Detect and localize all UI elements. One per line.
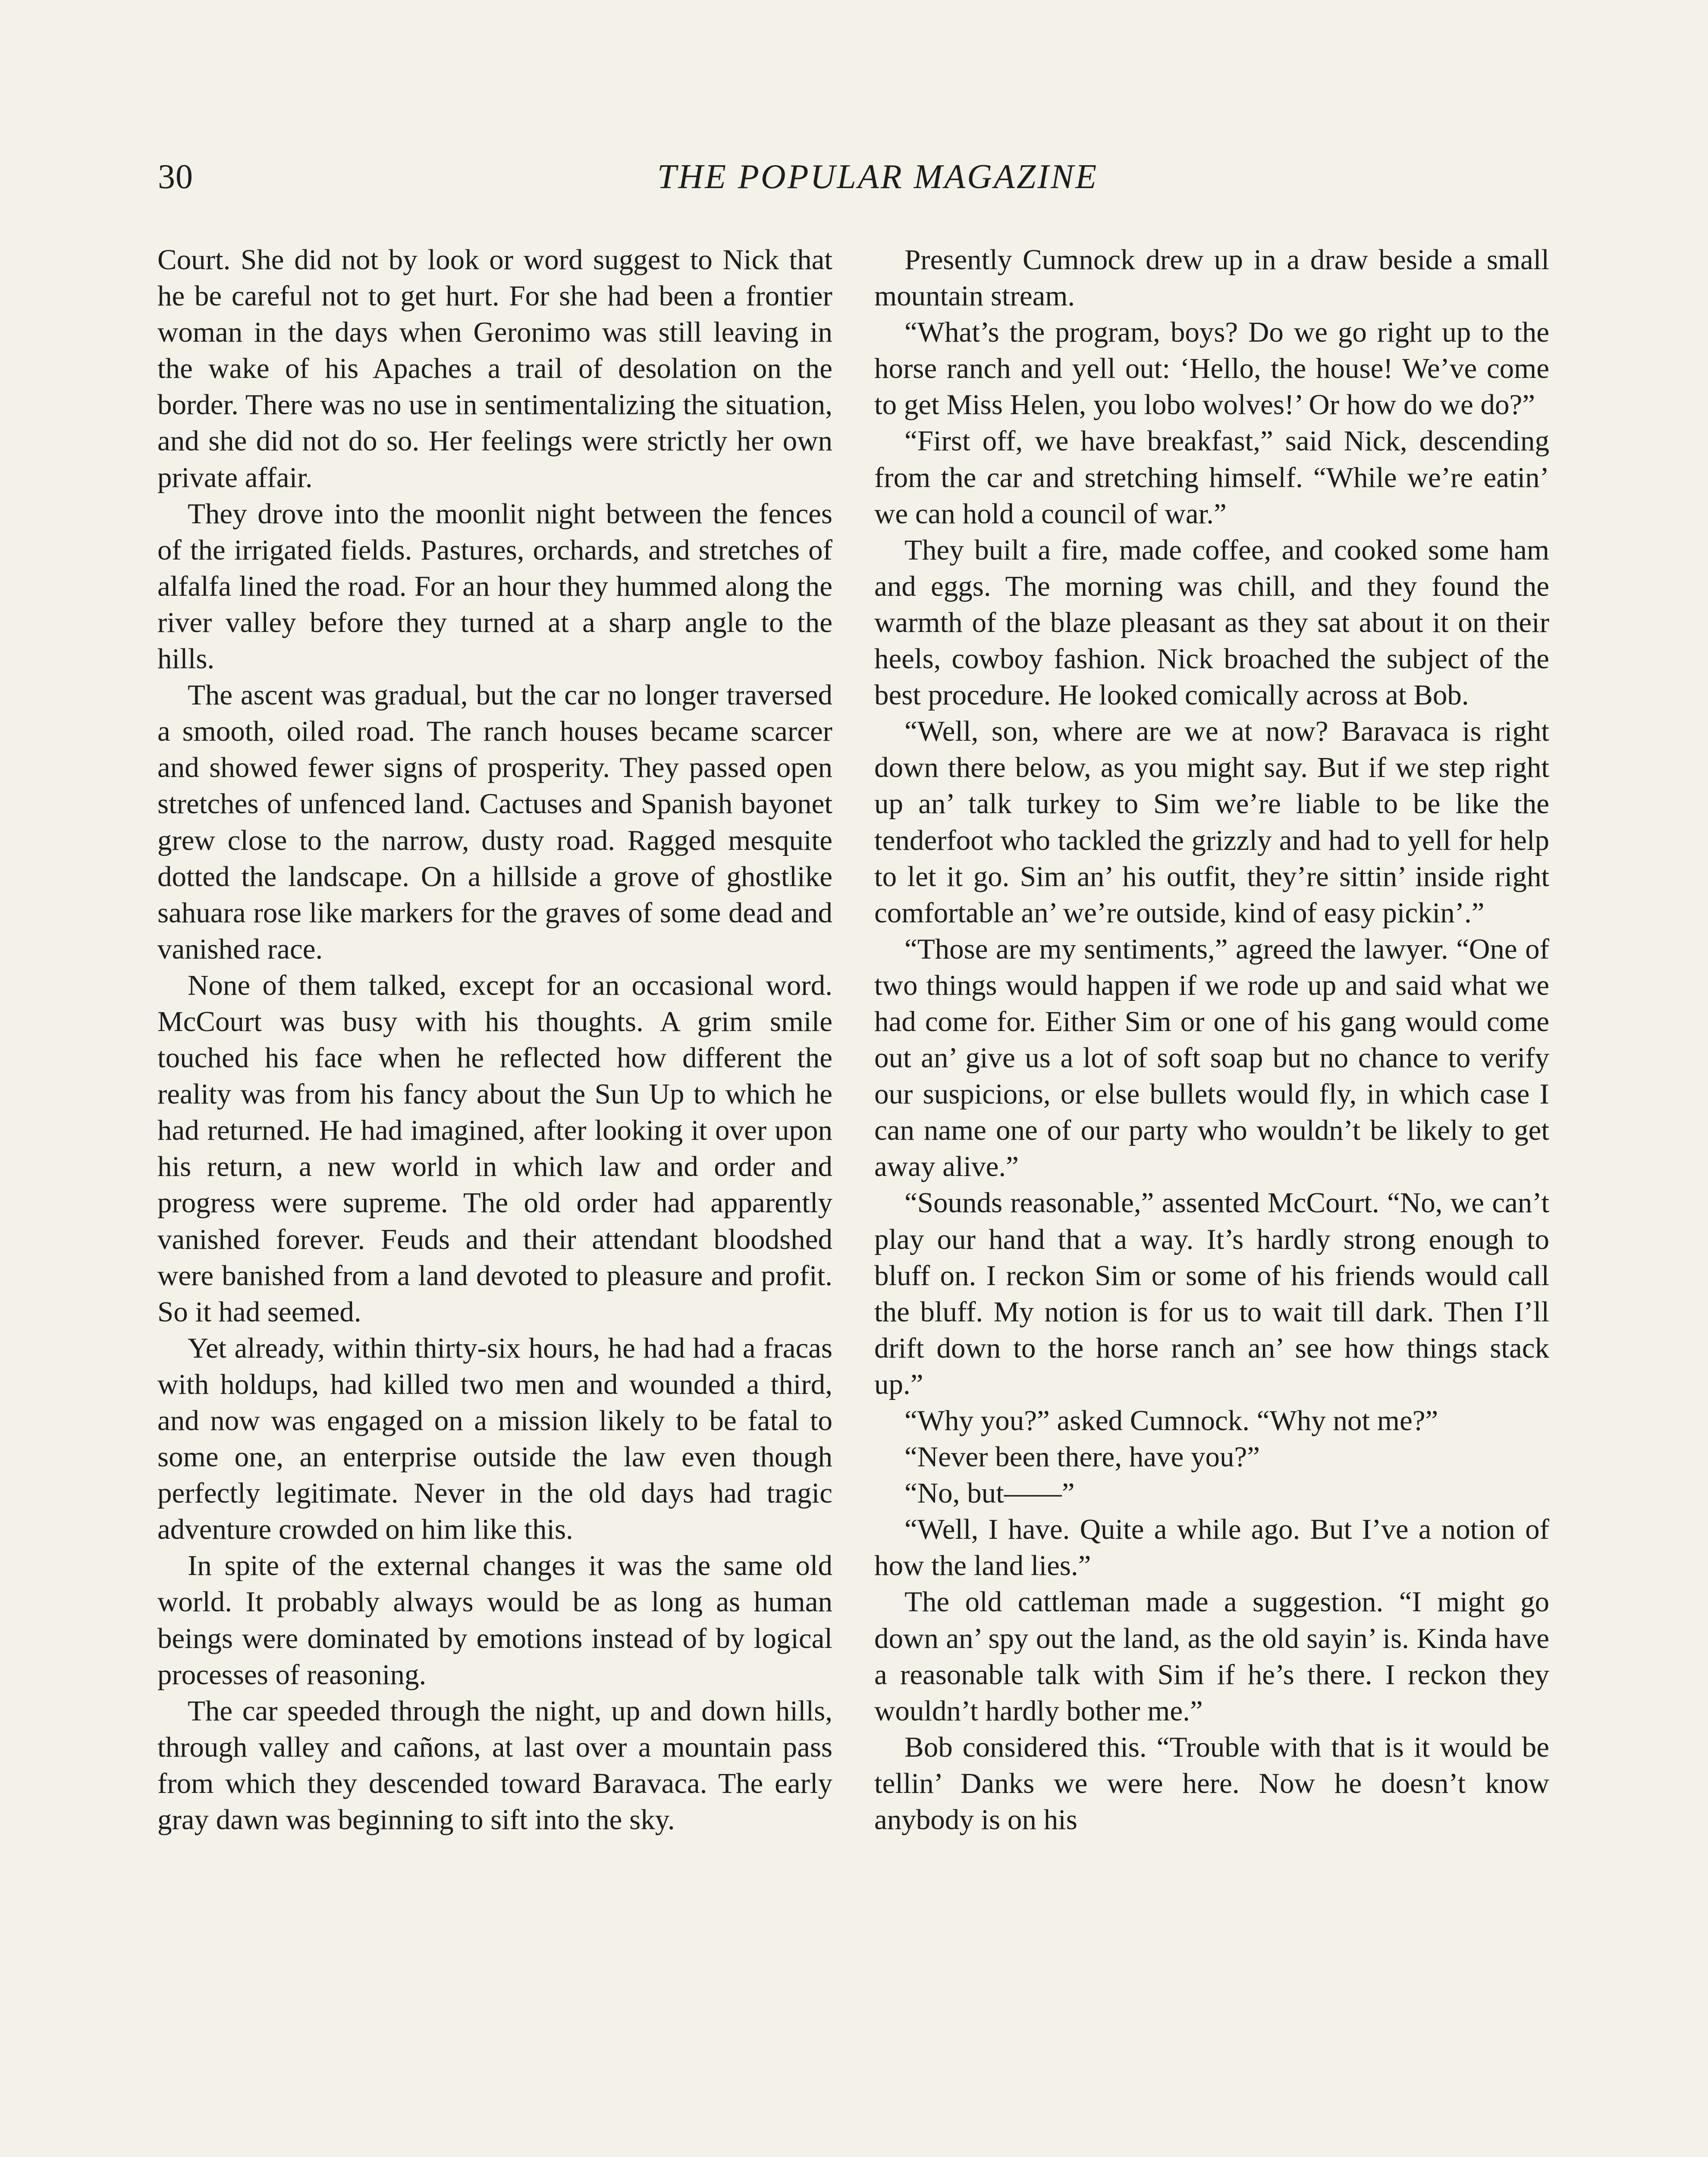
paragraph: Yet already, within thirty-six hours, he had had a fracas with holdups, had killed two men and wounded a third, and now was engaged on a mission likely to be fatal to some one, an enterprise outside the law even though perfectly legitimate. Never in the old days had tragic adventure crowded on him like this. [157, 1332, 832, 1546]
paragraph: “No, but——” [904, 1477, 1075, 1509]
paragraph: Bob considered this. “Trouble with that is it would be tellin’ Danks we were here. Now he doesn’t know anybody is on his [874, 1731, 1549, 1836]
paragraph: In spite of the external changes it was the same old world. It probably always would be as long as human beings were dominated by emotions instead of by logical processes of reasoning. [157, 1550, 832, 1691]
paragraph: “Sounds reasonable,” assented McCourt. “No, we can’t play our hand that a way. It’s hardly strong enough to bluff on. I reckon Sim or some of his friends would call the bluff. My notion is for us to wait till dark. Then I’ll drift down to the horse ranch an’ see how things stack up.” [874, 1187, 1549, 1400]
page-number: 30 [158, 158, 193, 196]
paragraph: Presently Cumnock drew up in a draw beside a small mountain stream. [874, 244, 1549, 312]
paragraph: “Never been there, have you?” [904, 1441, 1260, 1473]
paragraph: The ascent was gradual, but the car no longer traversed a smooth, oiled road. The ranch houses became scarcer and showed fewer signs of prosperity. They passed open stretches of unfenced land. Cactuses and Spanish bayonet grew close to the narrow, dusty road. Ragged mesquite dotted the landscape. On a hillside a grove of ghostlike sahuara rose like markers for the graves of some dead and vanished race. [157, 679, 832, 965]
running-title: THE POPULAR MAGAZINE [657, 158, 1099, 196]
paragraph: “Well, I have. Quite a while ago. But I’ve a notion of how the land lies.” [874, 1513, 1549, 1582]
paragraph: “Those are my sentiments,” agreed the lawyer. “One of two things would happen if we rode up and said what we had come for. Either Sim or one of his gang would come out an’ give us a lot of soft soap but no chance to verify our suspicions, or else bullets would fly, in which case I can name one of our party who wouldn’t be likely to get away alive.” [874, 933, 1549, 1183]
paragraph: “Why you?” asked Cumnock. “Why not me?” [904, 1405, 1438, 1437]
paragraph: The car speeded through the night, up and down hills, through valley and cañons, at last over a mountain pass from which they descended toward Baravaca. The early gray dawn was beginning to sift into the sky. [157, 1695, 832, 1836]
paragraph: The old cattleman made a suggestion. “I might go down an’ spy out the land, as the old sayin’ is. Kinda have a reasonable talk with Sim if he’s there. I reckon they wouldn’t hardly bother me.” [874, 1586, 1549, 1727]
paragraph: Court. She did not by look or word suggest to Nick that he be careful not to get hurt. For she had been a frontier woman in the days when Geronimo was still leaving in the wake of his Apaches a trail of desolation on the border. There was no use in sentimentalizing the situation, and she did not do so. Her feelings were strictly her own private affair. [157, 244, 832, 494]
paragraph: “Well, son, where are we at now? Baravaca is right down there below, as you might say. But if we step right up an’ talk turkey to Sim we’re liable to be like the tenderfoot who tackled the grizzly and had to yell for help to let it go. Sim an’ his outfit, they’re sittin’ inside right comfortable an’ we’re outside, kind of easy pickin’.” [874, 715, 1549, 929]
paragraph: None of them talked, except for an occasional word. McCourt was busy with his thoughts. A grim smile touched his face when he reflected how different the reality was from his fancy about the Sun Up to which he had returned. He had imagined, after looking it over upon his return, a new world in which law and order and progress were supreme. The old order had apparently vanished forever. Feuds and their attendant bloodshed were banished from a land devoted to pleasure and profit. So it had seemed. [157, 969, 832, 1328]
right-column [874, 242, 1549, 1838]
left-column [157, 242, 832, 1838]
paragraph: “First off, we have breakfast,” said Nick, descending from the car and stretching himself. “While we’re eatin’ we can hold a council of war.” [874, 425, 1549, 530]
paragraph: They drove into the moonlit night between the fences of the irrigated fields. Pastures, orchards, and stretches of alfalfa lined the road. For an hour they hummed along the river valley before they turned at a sharp angle to the hills. [157, 497, 832, 675]
paragraph: They built a fire, made coffee, and cooked some ham and eggs. The morning was chill, and they found the warmth of the blaze pleasant as they sat about it on their heels, cowboy fashion. Nick broached the subject of the best procedure. He looked comically across at Bob. [874, 534, 1549, 711]
paragraph: “What’s the program, boys? Do we go right up to the horse ranch and yell out: ‘Hello, the house! We’ve come to get Miss Helen, you lobo wolves!’ Or how do we do?” [874, 316, 1549, 421]
